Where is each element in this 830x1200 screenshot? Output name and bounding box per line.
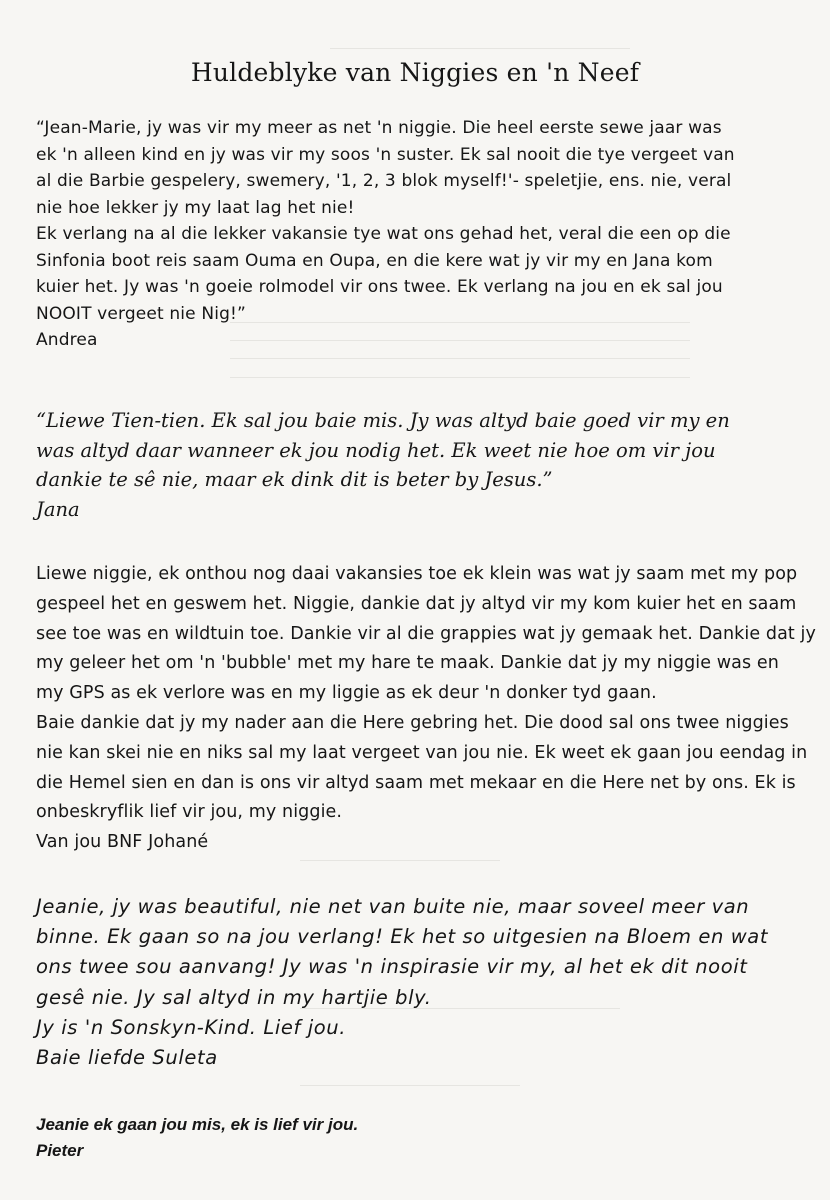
tribute-line: see toe was en wildtuin toe. Dankie vir al die grappies wat jy gemaak het. Dankie dat jy — [36, 623, 816, 644]
tribute-line: nie kan skei nie en niks sal my laat vergeet van jou nie. Ek weet ek gaan jou eendag in — [36, 742, 808, 763]
bleed-through-line — [300, 860, 500, 861]
tribute-line: Baie dankie dat jy my nader aan die Here gebring het. Die dood sal ons twee niggies — [36, 712, 789, 733]
tribute-andrea — [36, 115, 806, 354]
bleed-through-line — [230, 377, 690, 378]
tribute-line: al die Barbie gespelery, swemery, '1, 2, 3 blok myself!'- speletjie, ens. nie, veral — [36, 171, 732, 191]
tribute-signature: Jana — [36, 497, 80, 521]
tribute-line: my geleer het om 'n 'bubble' met my hare te maak. Dankie dat jy my niggie was en — [36, 653, 779, 674]
tribute-signature: Baie liefde Suleta — [36, 1046, 218, 1070]
tribute-line: ek 'n alleen kind en jy was vir my soos 'n suster. Ek sal nooit die tye vergeet van — [36, 144, 735, 165]
tribute-line: Ek verlang na al die lekker vakansie tye wat ons gehad het, veral die een op die — [36, 224, 731, 244]
tribute-line: Jeanie, jy was beautiful, nie net van buite nie, maar soveel meer van — [36, 895, 750, 918]
tribute-line: binne. Ek gaan so na jou verlang! Ek het so uitgesien na Bloem en wat — [36, 925, 769, 949]
tribute-signature: Pieter — [36, 1141, 84, 1160]
tribute-johane — [36, 560, 816, 858]
tribute-line: onbeskryflik lief vir jou, my niggie. — [36, 802, 343, 823]
tribute-line: dankie te sê nie, maar ek dink dit is beter by Jesus.” — [36, 468, 553, 491]
tribute-suleta — [36, 892, 806, 1073]
bleed-through-line — [330, 48, 630, 49]
tribute-line: gespeel het en geswem het. Niggie, dankie dat jy altyd vir my kom kuier het en saam — [36, 593, 797, 614]
bleed-through-line — [230, 358, 690, 359]
tribute-line: Liewe niggie, ek onthou nog daai vakansies toe ek klein was wat jy saam met my pop — [36, 564, 798, 584]
bleed-through-line — [300, 1085, 520, 1086]
tribute-signature: Andrea — [36, 330, 98, 350]
tribute-line: NOOIT vergeet nie Nig!” — [36, 303, 246, 324]
tribute-line: Sinfonia boot reis saam Ouma en Oupa, en die kere wat jy vir my en Jana kom — [36, 250, 713, 271]
tribute-line: Jy is 'n Sonskyn-Kind. Lief jou. — [36, 1015, 347, 1039]
tribute-line: kuier het. Jy was 'n goeie rolmodel vir ons twee. Ek verlang na jou en ek sal jou — [36, 277, 723, 297]
tribute-line: die Hemel sien en dan is ons vir altyd saam met mekaar en die Here net by ons. Ek is — [36, 772, 796, 793]
tribute-jana — [36, 406, 806, 524]
tribute-pieter — [36, 1112, 806, 1164]
tribute-signature: Van jou BNF Johané — [36, 832, 209, 853]
tribute-line: my GPS as ek verlore was en my liggie as ek deur 'n donker tyd gaan. — [36, 683, 657, 704]
tribute-line: nie hoe lekker jy my laat lag het nie! — [36, 197, 355, 218]
page-title: Huldeblyke van Niggies en 'n Neef — [190, 58, 640, 87]
tribute-line: was altyd daar wanneer ek jou nodig het. Ek weet nie hoe om vir jou — [36, 438, 716, 462]
tribute-line: ons twee sou aanvang! Jy was 'n inspirasie vir my, al het ek dit nooit — [36, 955, 748, 979]
tribute-line: gesê nie. Jy sal altyd in my hartjie bly. — [36, 985, 432, 1009]
tribute-line: “Jean-Marie, jy was vir my meer as net 'n niggie. Die heel eerste sewe jaar was — [36, 118, 722, 138]
tribute-line: Jeanie ek gaan jou mis, ek is lief vir jou. — [36, 1115, 359, 1134]
tribute-line: “Liewe Tien-tien. Ek sal jou baie mis. Jy was altyd baie goed vir my en — [36, 409, 730, 432]
